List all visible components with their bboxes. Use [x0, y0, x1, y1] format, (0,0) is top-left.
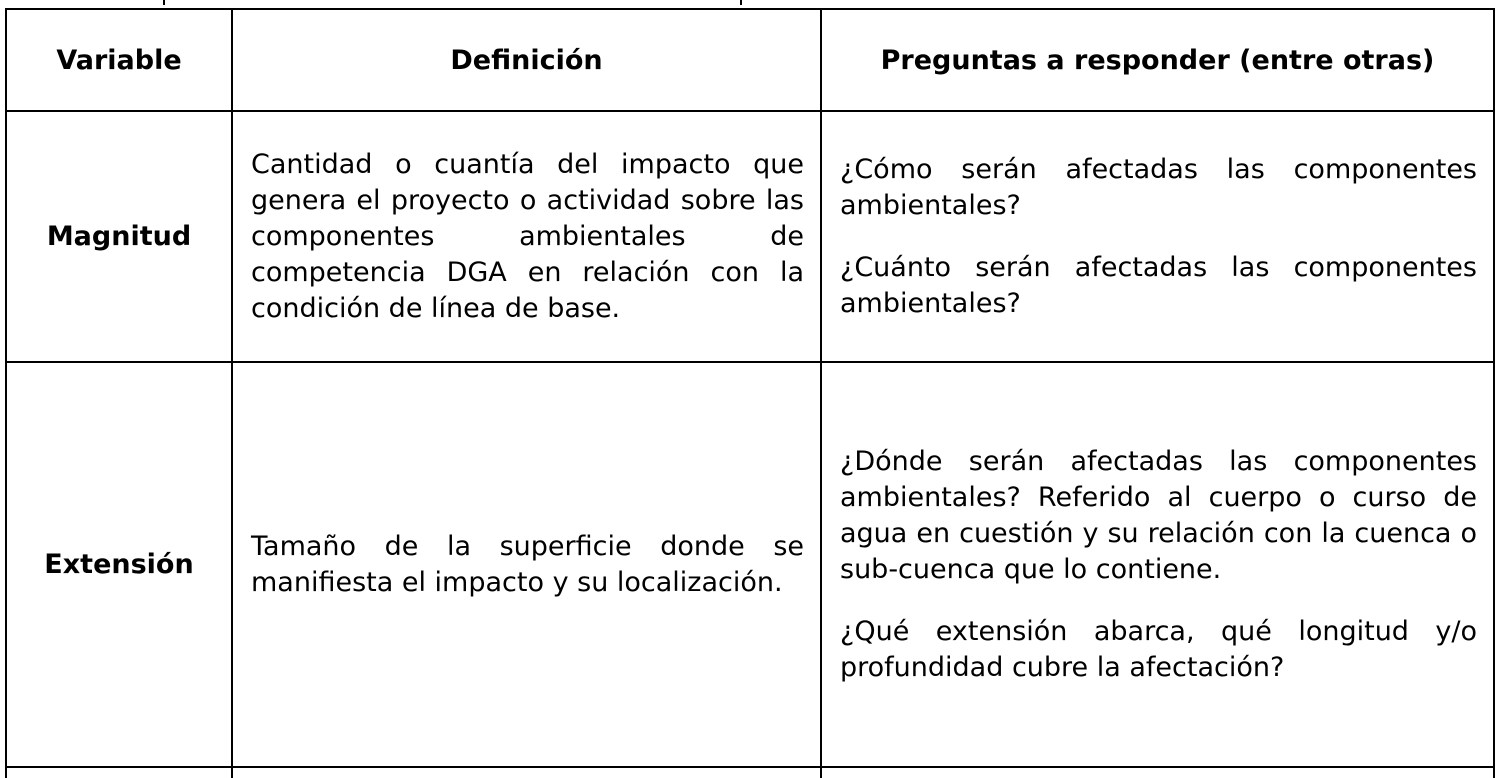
definition-cell: Tamaño de la superficie donde se manifiesta el impacto y su localización. — [232, 362, 821, 767]
variable-cell: Extensión — [6, 362, 232, 767]
empty-cell — [232, 767, 821, 778]
empty-cell — [821, 767, 1494, 778]
question-text: ¿Dónde serán afectadas las componentes ambientales? Referido al cuerpo o curso de agua en cuestión y su relación con la cuenca o sub-cuenca que lo contiene. — [840, 445, 1477, 585]
question-text: ¿Qué extensión abarca, qué longitud y/o profundidad cubre la afectación? — [840, 615, 1477, 683]
header-variable: Variable — [6, 9, 232, 111]
variable-cell: Magnitud — [6, 111, 232, 362]
questions-cell — [821, 362, 1494, 767]
questions-cell — [821, 111, 1494, 362]
header-definicion: Definición — [232, 9, 821, 111]
criteria-table — [5, 8, 1495, 778]
top-edge-mark — [740, 0, 742, 5]
table-row-partial — [6, 767, 1494, 778]
empty-cell — [6, 767, 232, 778]
table-row-extension — [6, 362, 1494, 767]
table-header-row — [6, 9, 1494, 111]
top-edge-mark — [163, 0, 165, 5]
table-row-magnitud — [6, 111, 1494, 362]
definition-cell: Cantidad o cuantía del impacto que genera el proyecto o actividad sobre las componentes ambientales de competencia DGA en relación con la condición de línea de base. — [232, 111, 821, 362]
criteria-table-container — [5, 8, 1493, 778]
header-preguntas: Preguntas a responder (entre otras) — [821, 9, 1494, 111]
question-text: ¿Cómo serán afectadas las componentes ambientales? — [840, 153, 1477, 221]
question-text: ¿Cuánto serán afectadas las componentes ambientales? — [840, 251, 1477, 319]
